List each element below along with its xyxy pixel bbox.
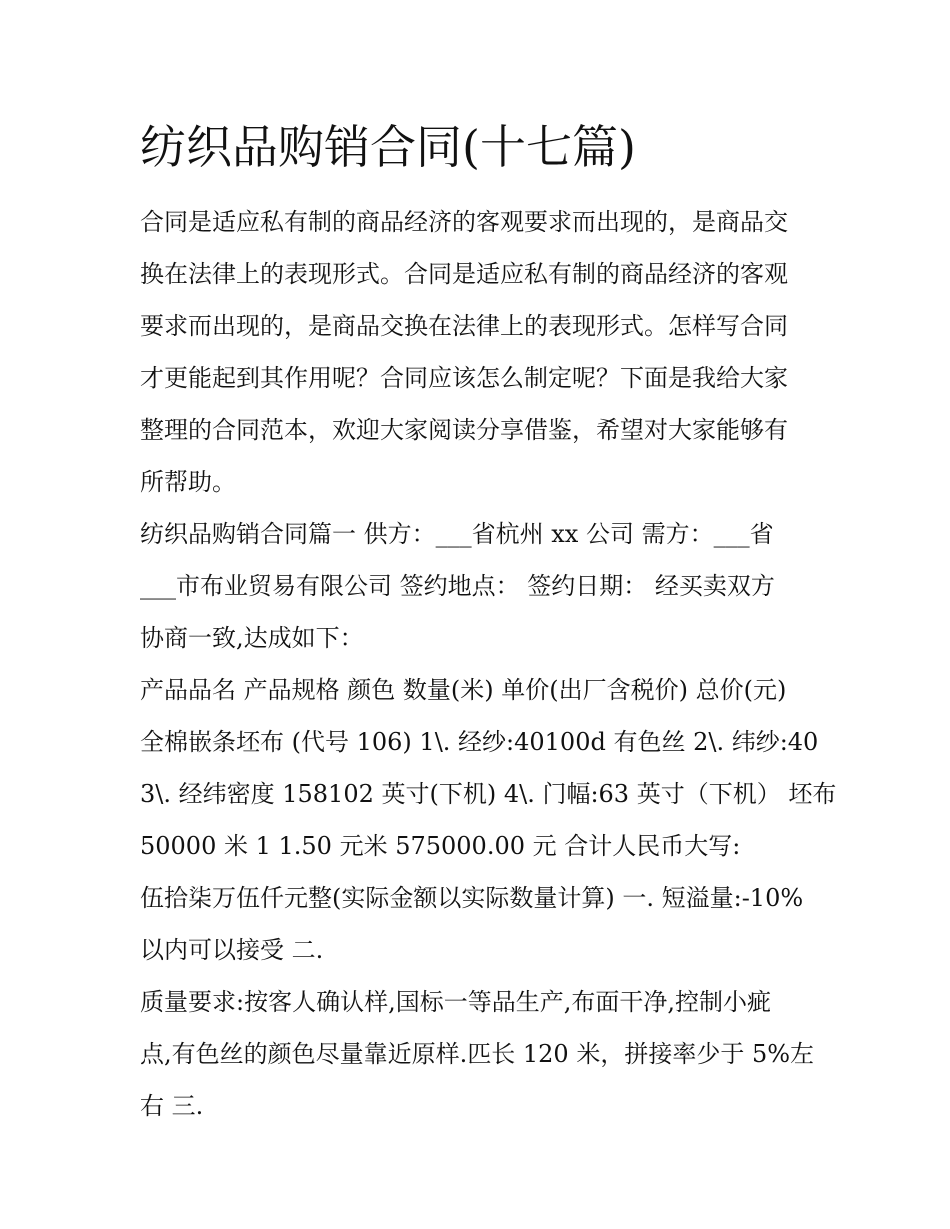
text-line: 整理的合同范本，欢迎大家阅读分享借鉴，希望对大家能够有 xyxy=(140,416,788,444)
text-line: 伍拾柒万伍仟元整(实际金额以实际数量计算) 一. 短溢量:-10% xyxy=(140,884,804,912)
paragraph-amount xyxy=(140,872,812,976)
paragraph-product-details xyxy=(140,664,837,872)
text-line: 合同是适应私有制的商品经济的客观要求而出现的，是商品交 xyxy=(140,208,788,236)
text-line: 换在法律上的表现形式。合同是适应私有制的商品经济的客观 xyxy=(140,260,788,288)
text-line: 才更能起到其作用呢？合同应该怎么制定呢？下面是我给大家 xyxy=(140,364,788,392)
text-line: 以内可以接受 二. xyxy=(140,936,324,964)
text-line: 质量要求:按客人确认样,国标一等品生产,布面干净,控制小疵 xyxy=(140,988,771,1016)
document-title: 纺织品购销合同(十七篇) xyxy=(140,120,636,174)
text-line: 右 三. xyxy=(140,1092,204,1120)
text-line: 所帮助。 xyxy=(140,468,236,496)
text-line: 产品品名 产品规格 颜色 数量(米) 单价(出厂含税价) 总价(元) xyxy=(140,676,787,704)
text-line: 全棉嵌条坯布 (代号 106) 1\. 经纱:40100d 有色丝 2\. 纬纱:40 xyxy=(140,728,819,756)
paragraph-contract-parties xyxy=(140,508,812,664)
text-line: 点,有色丝的颜色尽量靠近原样.匹长 120 米，拼接率少于 5%左 xyxy=(140,1040,815,1068)
text-line: 协商一致,达成如下： xyxy=(140,624,364,652)
paragraph-intro xyxy=(140,196,812,508)
document-body xyxy=(140,196,837,1132)
text-line: 3\. 经纬密度 158102 英寸(下机) 4\. 门幅:63 英寸（下机） 坯布 xyxy=(140,780,837,808)
text-line: ___市布业贸易有限公司 签约地点： 签约日期： 经买卖双方 xyxy=(140,572,775,600)
paragraph-quality xyxy=(140,976,815,1132)
text-line: 纺织品购销合同篇一 供方：___省杭州 xx 公司 需方：___省 xyxy=(140,520,774,548)
text-line: 50000 米 1 1.50 元米 575000.00 元 合计人民币大写: xyxy=(140,832,741,860)
text-line: 要求而出现的，是商品交换在法律上的表现形式。怎样写合同 xyxy=(140,312,788,340)
